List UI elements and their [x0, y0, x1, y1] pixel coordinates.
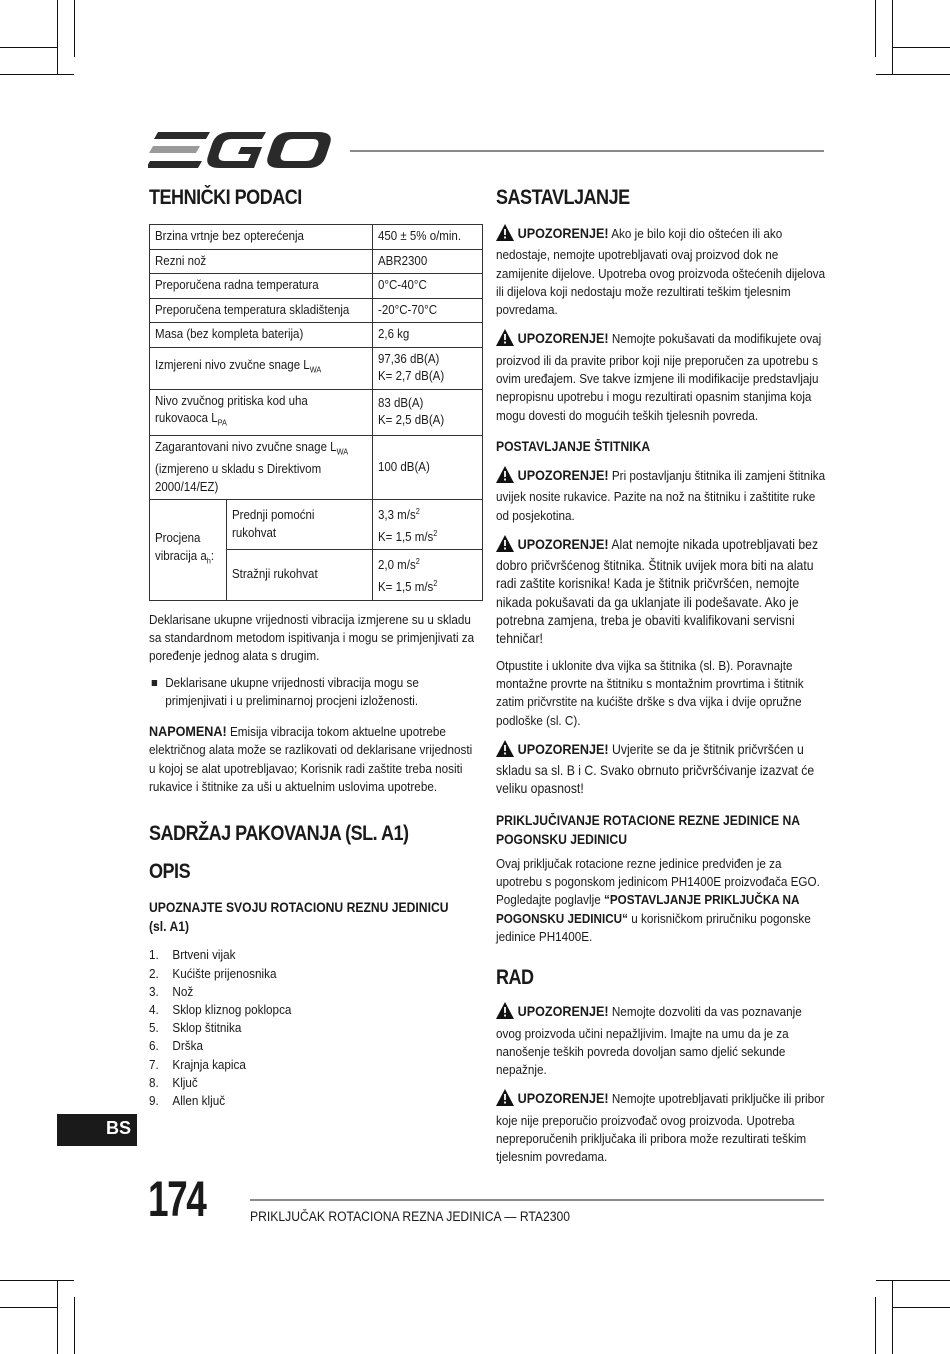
list-item: 7. Krajnja kapica — [149, 1056, 246, 1072]
note-text: Emisija vibracija tokom aktuelne upotrebe električnog alata može se razlikovati od deklarisane vrijednosti u kojoj se alat upotrebljavao; Korisnik radi zaštite treba nositi rukavice i štitnike za uši u aktuelnim uslovima upotrebe. — [149, 724, 473, 794]
warning-paragraph — [496, 466, 827, 525]
spec-value: 2,0 $m/s^2$ K= 1,5 $m/s^2$ — [373, 550, 483, 600]
know-unit-title: UPOZNAJTE SVOJU ROTACIONU REZNU JEDINICU (sl. A1) — [149, 900, 449, 935]
list-item: 8. Ključ — [149, 1074, 198, 1090]
crop-mark — [875, 0, 876, 57]
spec-label: Prednji pomoćni rukohvat — [227, 500, 373, 550]
table-row — [150, 298, 483, 323]
warning-text: Nemojte dozvoliti da vas poznavanje ovog proizvoda učini nepažljivim. Imajte na umu da je za nanošenje teških povreda dovoljan samo djelić sekunde nepažnje. — [496, 1004, 802, 1078]
spec-value: 100 dB(A) — [373, 436, 483, 500]
table-row — [150, 274, 483, 299]
warning-paragraph — [496, 740, 827, 799]
list-item: 1. Brtveni vijak — [149, 947, 236, 963]
spec-label: Stražnji rukohvat — [227, 550, 373, 600]
crop-mark — [892, 1307, 950, 1308]
crop-mark — [57, 0, 58, 74]
table-row — [150, 249, 483, 274]
spec-value: -20°C-70°C — [373, 298, 483, 323]
right-column — [496, 186, 826, 1167]
package-title: SADRŽAJ PAKOVANJA (SL. A1) — [149, 822, 409, 846]
list-item: 3. Nož — [149, 983, 194, 999]
spec-label: Zagarantovani nivo zvučne snage $L_{WA}$ (izmjereno u skladu s Direktivom 2000/14/EZ) — [150, 436, 373, 500]
spec-value: 3,3 $m/s^2$ K= 1,5 $m/s^2$ — [373, 500, 483, 550]
spec-table — [149, 224, 483, 601]
warning-text: Nemojte upotrebljavati priključke ili pribor koje nije preporučio proizvođač ovog proizvoda. Upotreba nepreporučenih priključaka ili pribora može rezultirati teškim tjelesnim povredama. — [496, 1091, 825, 1165]
attach-reference: “POSTAVLJANJE PRIKLJUČKA NA POGONSKU JEDINICU“ — [496, 892, 800, 926]
warning-paragraph — [496, 224, 827, 319]
crop-mark — [74, 0, 75, 57]
spec-label: Preporučena radna temperatura — [150, 274, 373, 299]
crop-mark — [875, 1297, 876, 1354]
description-title: OPIS — [149, 860, 191, 884]
assembly-title: SASTAVLJANJE — [496, 186, 630, 209]
spec-value: 83 dB(A) K= 2,5 dB(A) — [373, 389, 483, 436]
crop-mark — [892, 0, 893, 74]
guard-instructions: Otpustite i uklonite dva vijka sa štitnika (sl. B). Poravnajte montažne provrte na štitniku s montažnim provrtima i štitnik zatim pričvrstite na kućište drške s dva vijka i dvije opružne podloške (sl. C). — [496, 657, 804, 728]
warning-text: Nemojte pokušavati da modifikujete ovaj proizvod ili da pravite pribor koji nije preporučen za upotrebu s ovim uređajem. Sve takve izmjene ili modifikacije predstavljaju nepropisnu upotrebu i mogu rezultirati opasnim stanjima koja mogu dovesti do mogućih teških tjelesnih povreda. — [496, 331, 822, 423]
crop-mark — [876, 74, 950, 75]
crop-mark — [0, 1280, 74, 1281]
warning-paragraph — [496, 329, 827, 424]
declared-text: Deklarisane ukupne vrijednosti vibracija izmjerene su u skladu sa standardnom metodom ispitivanja i mogu se primjenjivati za poređenje jednog alata s drugim. — [149, 611, 475, 664]
warning-label: UPOZORENJE! — [517, 1003, 609, 1020]
attach-paragraph: Ovaj priključak rotacione rezne jedinice predviđen je za upotrebu s pogonskom jedinicom PH1400E proizvođača EGO. Pogledajte poglavlje “POSTAVLJANJE PRIKLJUČKA NA POGONSKU JEDINICU“ u korisničkom priručniku pogonske jedinice PH1400E. — [496, 855, 820, 944]
spec-value: 97,36 dB(A) K= 2,7 dB(A) — [373, 347, 483, 389]
crop-mark — [892, 47, 950, 48]
footer-rule — [250, 1199, 824, 1201]
spec-label: Izmjereni nivo zvučne snage $L_{WA}$ — [150, 347, 373, 389]
ego-logo-mark — [148, 128, 333, 172]
warning-text: Ako je bilo koji dio oštećen ili ako nedostaje, nemojte upotrebljavati ovaj proizvod dok ne zamijenite dijelove. Upotreba ovog proizvoda oštećenih dijelova ili dijelova koji nedostaju može rezultirati teškim tjelesnim povredama. — [496, 226, 826, 318]
warning-label: UPOZORENJE! — [517, 466, 609, 483]
spec-label: Procjena vibracija $a_h$: — [150, 500, 227, 601]
warning-paragraph — [496, 1002, 827, 1079]
table-row — [150, 389, 483, 436]
left-column — [149, 186, 484, 1110]
crop-mark — [892, 1280, 893, 1354]
table-row — [150, 225, 483, 250]
spec-label: Rezni nož — [150, 249, 373, 274]
parts-list — [149, 946, 484, 1110]
warning-label: UPOZORENJE! — [517, 535, 609, 552]
warning-paragraph — [496, 1089, 827, 1166]
crop-mark — [876, 1280, 950, 1281]
note-title: NAPOMENA! — [149, 723, 227, 740]
spec-value: 450 ± 5% o/min. — [373, 225, 483, 250]
header-rule — [350, 150, 824, 152]
list-item: Deklarisane ukupne vrijednosti vibracija mogu se primjenjivati i u preliminarnoj procjeni izloženosti. — [149, 674, 480, 711]
warning-triangle-icon — [496, 329, 514, 351]
note-paragraph — [149, 722, 480, 796]
operation-title: RAD — [496, 966, 534, 990]
list-item: 9. Allen ključ — [149, 1092, 226, 1108]
warning-label: UPOZORENJE! — [517, 225, 609, 241]
spec-label: Brzina vrtnje bez opterećenja — [150, 225, 373, 250]
spec-label: Preporučena temperatura skladištenja — [150, 298, 373, 323]
list-item: 4. Sklop kliznog poklopca — [149, 1001, 292, 1017]
warning-triangle-icon — [496, 740, 514, 762]
spec-value: ABR2300 — [373, 249, 483, 274]
footer-title: PRIKLJUČAK ROTACIONA REZNA JEDINICA — RTA2300 — [250, 1209, 571, 1224]
warning-label: UPOZORENJE! — [517, 1090, 609, 1107]
crop-mark — [74, 1297, 75, 1354]
warning-text: Alat nemojte nikada upotrebljavati bez dobro pričvršćenog štitnika. Štitnik uvijek mora biti na alatu radi zaštite korisnika! Kada je štitnik pričvršćen, nemojte nikada pokušavati da ga uklanjate ili podešavate. Ako je potrebna zamjena, treba je obaviti kvalifikovani servisni tehničar! — [496, 536, 819, 647]
tech-data-title: TEHNIČKI PODACI — [149, 186, 302, 209]
guard-title: POSTAVLJANJE ŠTITNIKA — [496, 438, 651, 454]
crop-mark — [0, 47, 57, 48]
bullet-list — [149, 674, 480, 711]
table-row — [150, 500, 483, 550]
crop-mark — [57, 1280, 58, 1354]
table-row — [150, 323, 483, 348]
warning-text: Pri postavljanju štitnika ili zamjeni štitnika uvijek nosite rukavice. Pazite na nož na štitniku i zaštitite ruke od posjekotina. — [496, 467, 826, 523]
spec-label: Nivo zvučnog pritiska kod uha rukovaoca $L_{PA}$ — [150, 389, 373, 436]
warning-triangle-icon — [496, 1002, 514, 1024]
warning-label: UPOZORENJE! — [517, 740, 609, 757]
list-item: 5. Sklop štitnika — [149, 1020, 242, 1036]
attach-title: PRIKLJUČIVANJE ROTACIONE REZNE JEDINICE NA POGONSKU JEDINICU — [496, 812, 800, 847]
language-tab — [57, 1114, 137, 1146]
warning-label: UPOZORENJE! — [517, 330, 609, 347]
warning-triangle-icon — [496, 224, 514, 246]
warning-paragraph — [496, 535, 827, 649]
list-item: 6. Drška — [149, 1038, 203, 1054]
warning-triangle-icon — [496, 466, 514, 488]
spec-value: 0°C-40°C — [373, 274, 483, 299]
ego-logo — [148, 128, 333, 177]
warning-triangle-icon — [496, 1089, 514, 1111]
warning-text: Uvjerite se da je štitnik pričvršćen u skladu sa sl. B i C. Svako obrnuto pričvršćivanje izazvat će veliku opasnost! — [496, 741, 815, 797]
spec-label: Masa (bez kompleta baterija) — [150, 323, 373, 348]
language-label: BS — [105, 1118, 131, 1138]
spec-value: 2,6 kg — [373, 323, 483, 348]
table-row — [150, 347, 483, 389]
warning-triangle-icon — [496, 535, 514, 557]
crop-mark — [0, 74, 74, 75]
table-row — [150, 436, 483, 500]
crop-mark — [0, 1307, 57, 1308]
page-number: 174 — [148, 1171, 206, 1227]
list-item: 2. Kućište prijenosnika — [149, 965, 277, 981]
